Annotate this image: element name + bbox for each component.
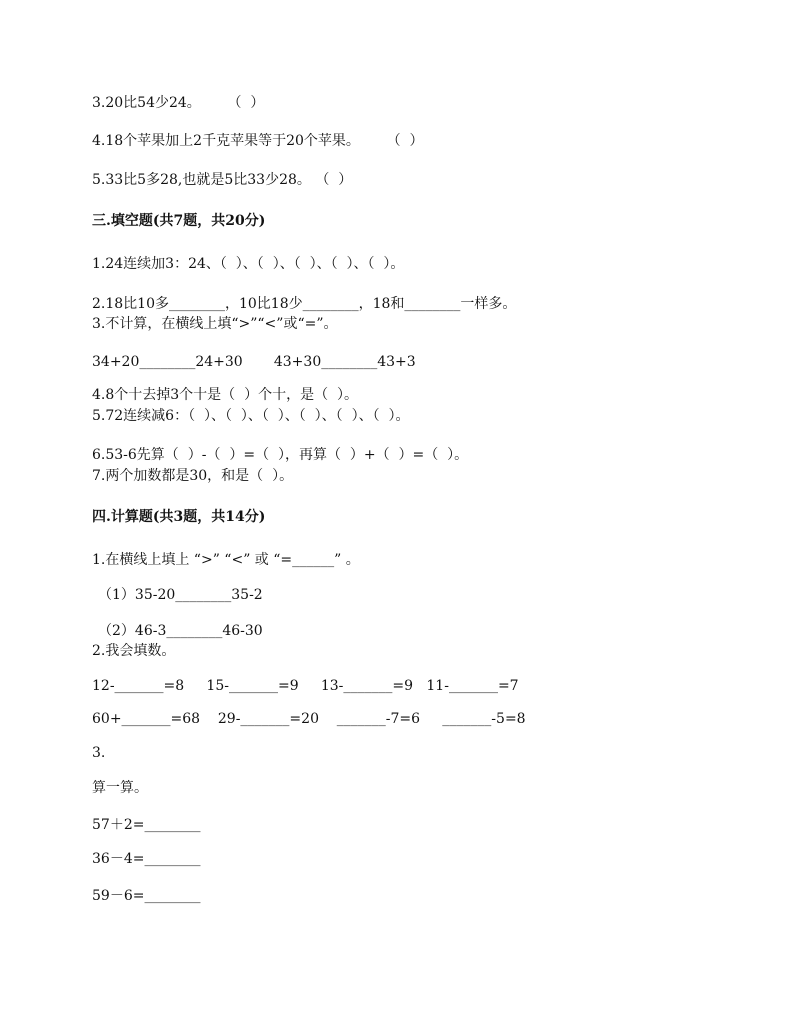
calc-item-3-eq-3: 59－6=________ (92, 888, 201, 904)
fill-item-5: 5.72连续减6：（ ）、（ ）、（ ）、（ ）、（ ）、（ ）。 (92, 408, 410, 424)
calc-item-1-part-2: （2）46-3________46-30 (98, 623, 263, 639)
calc-item-3-eq-2: 36－4=________ (92, 851, 201, 867)
calc-item-2-row-1: 12-_______=8 15-_______=9 13-_______=9 11-_______=7 (92, 678, 519, 694)
fill-item-1: 1.24连续加3：24、（ ）、（ ）、（ ）、（ ）、（ ）。 (92, 256, 405, 272)
calc-item-2-row-2: 60+_______=68 29-_______=20 _______-7=6 _______-5=8 (92, 711, 526, 727)
fill-item-7: 7.两个加数都是30，和是（ ）。 (92, 468, 294, 484)
judge-item-5: 5.33比5多28,也就是5比33少28。 （ ） (92, 172, 353, 188)
judge-item-4: 4.18个苹果加上2千克苹果等于20个苹果。 （ ） (92, 133, 424, 149)
fill-item-4: 4.8个十去掉3个十是（ ）个十，是（ ）。 (92, 387, 358, 403)
section-3-heading: 三.填空题(共7题，共20分) (92, 213, 266, 229)
calc-item-1: 1.在横线上填上 “>” “<” 或 “=______” 。 (92, 552, 360, 568)
fill-item-2: 2.18比10多________，10比18少________，18和________一样多。 (92, 296, 517, 312)
judge-item-3: 3.20比54少24。 （ ） (92, 95, 265, 111)
fill-item-3: 3.不计算，在横线上填“>”“<”或“=”。 (92, 316, 338, 332)
section-4-heading: 四.计算题(共3题，共14分) (92, 509, 266, 525)
calc-item-3: 3. (92, 745, 106, 761)
fill-item-6: 6.53-6先算（ ）-（ ）=（ ），再算（ ）+（ ）=（ ）。 (92, 447, 469, 463)
fill-item-3-compare: 34+20________24+30 43+30________43+3 (92, 354, 416, 370)
calc-item-1-part-1: （1）35-20________35-2 (98, 587, 263, 603)
calc-item-3-eq-1: 57＋2=________ (92, 817, 201, 833)
calc-item-2: 2.我会填数。 (92, 643, 176, 659)
calc-item-3-title: 算一算。 (92, 780, 148, 796)
